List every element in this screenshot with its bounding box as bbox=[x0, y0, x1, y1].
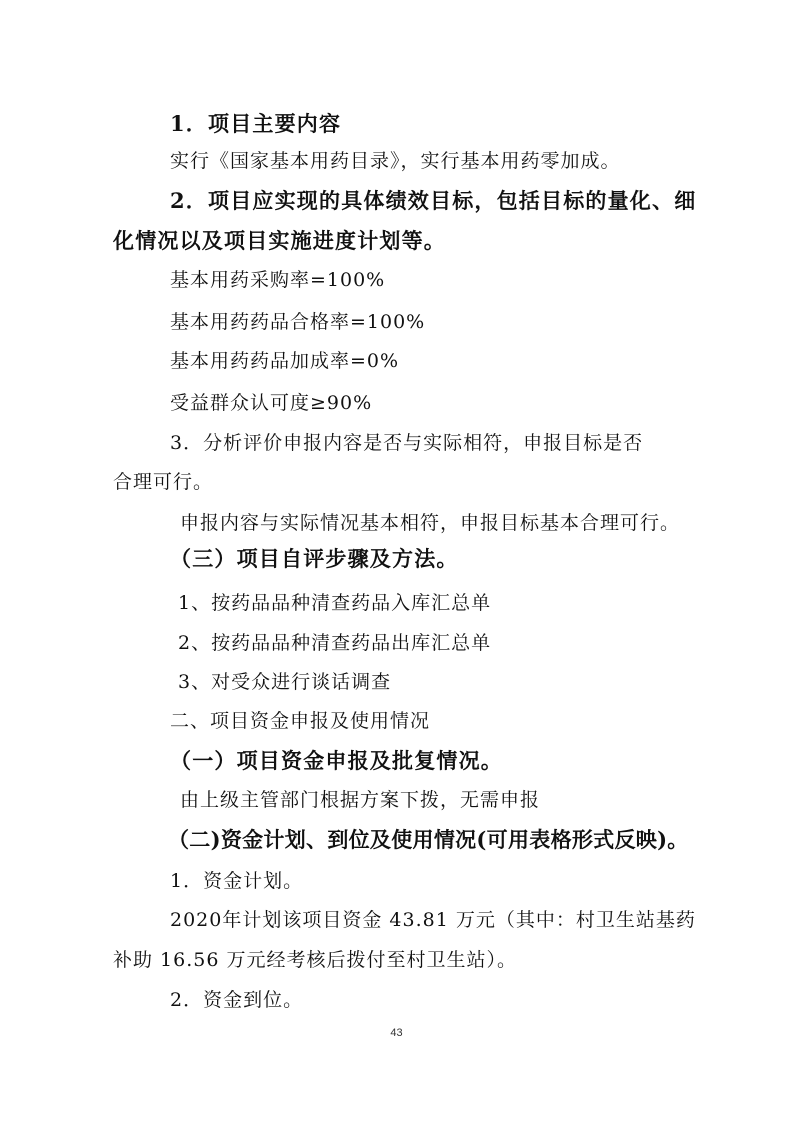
section-heading-funds: 二、项目资金申报及使用情况 bbox=[170, 710, 431, 732]
paragraph-text: 补助 16.56 万元经考核后拨付至村卫生站）。 bbox=[113, 949, 517, 971]
subheading-fund-arrival: 2．资金到位。 bbox=[170, 989, 304, 1011]
paragraph-text: 由上级主管部门根据方案下拨，无需申报 bbox=[180, 789, 541, 811]
section-heading-self-eval: （三）项目自评步骤及方法。 bbox=[170, 546, 459, 571]
metric-purchase-rate: 基本用药采购率=100% bbox=[170, 269, 386, 291]
heading-performance-goals-cont: 化情况以及项目实施进度计划等。 bbox=[113, 228, 446, 253]
paragraph-text: 申报内容与实际情况基本相符，申报目标基本合理可行。 bbox=[180, 512, 681, 534]
list-item: 2、按药品品种清查药品出库汇总单 bbox=[178, 632, 492, 654]
list-item: 3、对受众进行谈话调查 bbox=[178, 671, 392, 693]
metric-satisfaction: 受益群众认可度≥90% bbox=[170, 392, 373, 414]
paragraph-text: 合理可行。 bbox=[113, 471, 214, 493]
paragraph-text: 2020年计划该项目资金 43.81 万元（其中：村卫生站基药 bbox=[170, 909, 696, 931]
section-heading-fund-approval: （一）项目资金申报及批复情况。 bbox=[170, 748, 503, 773]
section-heading-fund-plan: （二)资金计划、到位及使用情况(可用表格形式反映)。 bbox=[168, 827, 689, 852]
subheading-fund-plan: 1．资金计划。 bbox=[170, 870, 304, 892]
heading-project-content: 1．项目主要内容 bbox=[170, 111, 342, 136]
page-number: 43 bbox=[390, 1027, 403, 1039]
heading-performance-goals: 2．项目应实现的具体绩效目标，包括目标的量化、细 bbox=[170, 188, 697, 213]
metric-qualified-rate: 基本用药药品合格率=100% bbox=[170, 311, 426, 333]
list-item: 1、按药品品种清查药品入库汇总单 bbox=[178, 592, 492, 614]
paragraph-text: 实行《国家基本用药目录》，实行基本用药零加成。 bbox=[170, 150, 621, 172]
metric-markup-rate: 基本用药药品加成率=0% bbox=[170, 350, 400, 372]
paragraph-text: 3．分析评价申报内容是否与实际相符，申报目标是否 bbox=[170, 432, 644, 454]
